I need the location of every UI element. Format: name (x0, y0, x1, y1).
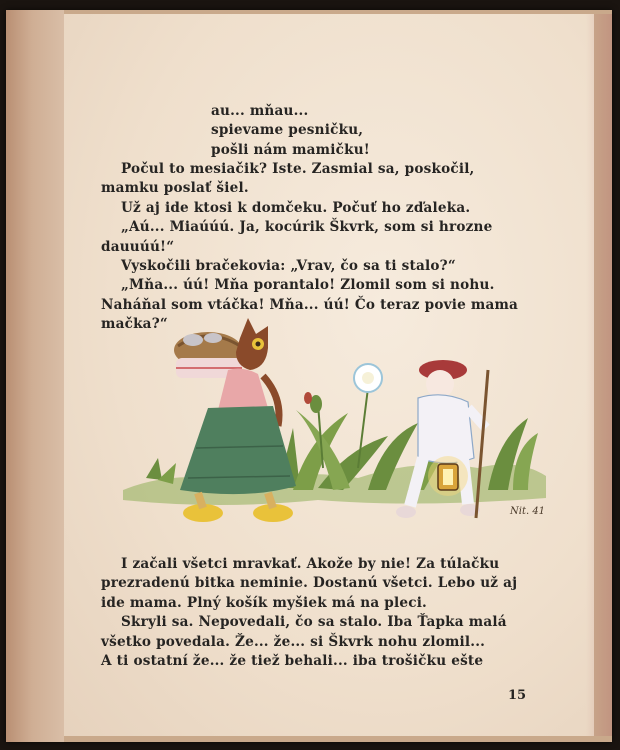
verse (211, 102, 370, 160)
text-line: I začali všetci mravkať. Akože by nie! Za túlačku (121, 556, 500, 572)
illustration (118, 318, 548, 540)
text-line: ide mama. Plný košík myšiek má na pleci. (101, 594, 427, 611)
story-text-top (101, 160, 521, 335)
text-line: A ti ostatní že... že tiež behali... iba trošičku ešte (101, 653, 484, 670)
page-edge-stain (586, 14, 612, 736)
text-line: prezradenú bitka neminie. Dostanú všetci. Lebo už aj (101, 575, 518, 592)
text-line: Skryli sa. Nepovedali, čo sa stalo. Iba Ťapka malá (121, 614, 507, 631)
artist-signature: Nit. 41 (510, 506, 546, 517)
text-line: mačka?“ (101, 316, 168, 333)
text-line: mamku poslať šiel. (101, 180, 249, 197)
verse-line: spievame pesničku, (211, 122, 364, 139)
text-line: dauuúú!“ (101, 238, 175, 255)
text-line: „Mňa... úú! Mňa porantalo! Zlomil som si nohu. (121, 277, 495, 294)
lantern-icon (428, 456, 468, 496)
text-line: Už aj ide ktosi k domčeku. Počuť ho zďaleka. (121, 199, 471, 216)
story-text-bottom (101, 555, 521, 671)
text-line: Naháňal som vtáčka! Mňa... úú! Čo teraz povie mama (101, 296, 519, 313)
text-line: Počul to mesiačik? Iste. Zasmial sa, poskočil, (121, 161, 475, 177)
verse-line: au... mňau... (211, 103, 309, 119)
text-line: „Aú... Miaúúú. Ja, kocúrik Škvrk, som si hrozne (121, 219, 493, 236)
text-line: Vyskočili bračekovia: „Vrav, čo sa ti stalo?“ (121, 258, 456, 275)
book-spine (6, 10, 64, 742)
text-line: všetko povedala. Že... že... si Škvrk nohu zlomil... (101, 633, 486, 650)
verse-line: pošli nám mamičku! (211, 141, 370, 158)
page-number: 15 (508, 688, 527, 703)
